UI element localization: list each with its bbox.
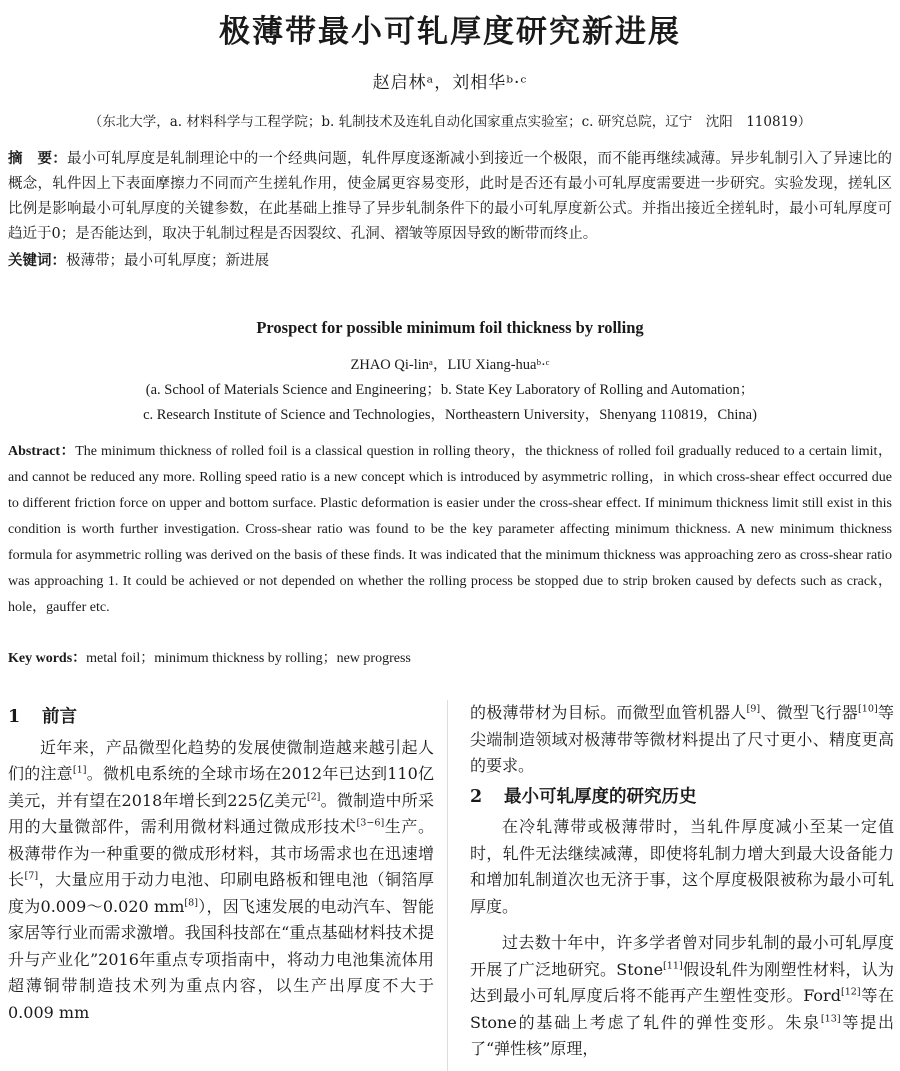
section-2-paragraph-2 <box>470 930 894 1063</box>
section-2-number: 2 <box>470 786 483 807</box>
body-column-left <box>8 700 434 1026</box>
section-1-paragraph <box>8 735 434 1027</box>
text-run: 。微机电系统的全球市场在2012年已达到110亿美元，并有望在2018年增长到225亿美元 <box>8 764 434 810</box>
author-line: 赵启林ᵃ，刘相华ᵇ·ᶜ <box>372 73 528 93</box>
citation: [9] <box>746 703 761 715</box>
citation: [3−6] <box>356 817 385 829</box>
en-keywords-label: Key words： <box>8 651 87 666</box>
text-run: 的极薄带材为目标。而微型血管机器人 <box>470 703 747 722</box>
cn-keywords-label: 关键词： <box>8 252 66 269</box>
cn-keywords <box>8 248 892 274</box>
cn-abstract-label: 摘 要： <box>8 150 67 167</box>
section-2-paragraph-1: 在冷轧薄带或极薄带时，当轧件厚度减小至某一定值时，轧件无法继续减薄，即使将轧制力增大到最大设备能力和增加轧制道次也无济于事，这个厚度极限被称为最小可轧厚度。 <box>470 817 894 916</box>
text-run: ，大量应用于动力电池、印刷电路板和锂电池（铜箔厚度为0.009～0.020 mm <box>8 870 434 916</box>
citation: [1] <box>72 764 87 776</box>
affiliation-line: （东北大学，a. 材料科学与工程学院；b. 轧制技术及连轧自动化国家重点实验室；c. 研究总院，辽宁 沈阳 110819） <box>88 114 812 130</box>
text-run: 过去数十年中，许多学者曾对同步轧制的最小可轧厚度开展了广泛地研究。Stone <box>470 933 894 979</box>
section-1-title: 前言 <box>42 707 77 727</box>
en-affiliation <box>0 378 900 428</box>
cn-keywords-text: 极薄带；最小可轧厚度；新进展 <box>66 253 269 269</box>
citation: [12] <box>840 986 861 998</box>
text-run: 假设轧件为刚塑性材料，认为达到最小可轧厚度后将不能再产生塑性变形。Ford <box>470 959 894 1005</box>
en-abstract <box>8 439 892 621</box>
en-affiliation-line-2: c. Research Institute of Science and Technologies，Northeastern University，Shenyang 110819，China) <box>143 407 757 423</box>
section-1-number: 1 <box>8 707 21 727</box>
column-divider <box>447 700 448 1071</box>
en-abstract-text: The minimum thickness of rolled foil is a classical question in rolling theory，the thickness of rolled foil gradually reduced to a certain limit，and cannot be reduced any more. Rolling speed ratio is a new concept which is introduced by asymmetric rolling，in which cross-shear effect occurred due to different friction force on upper and bottom surface. Plastic deformation is easier under the cross-shear effect. If minimum thickness limit still exist in this condition is worth further investigation. Cross-shear ratio was found to be the key parameter affecting minimum thickness. A new minimum thickness formula for asymmetric rolling was derived on the basis of these finds. It was indicated that the minimum thickness was approaching zero as cross-shear ratio was approaching 1. It could be achieved or not depended on whether the rolling process be stopped due to strip broken caused by defects such as crack，hole，gauffer etc. <box>8 444 892 615</box>
section-1-heading <box>8 704 434 731</box>
text-run: 近年来，产品微型化趋势的发展使微制造越来越引起人们的注意 <box>8 737 434 783</box>
citation: [10] <box>858 703 878 715</box>
cn-abstract <box>8 146 892 247</box>
paper-title: 极薄带最小可轧厚度研究新进展 <box>219 14 681 50</box>
section-2-title: 最小可轧厚度的研究历史 <box>504 786 697 807</box>
en-keywords-text: metal foil；minimum thickness by rolling；new progress <box>86 651 411 666</box>
cn-abstract-text: 最小可轧厚度是轧制理论中的一个经典问题，轧件厚度逐渐减小到接近一个极限，而不能再继续减薄。异步轧制引入了异速比的概念，轧件因上下表面摩擦力不同而产生搓轧作用，使金属更容易变形，此时是否还有最小可轧厚度需要进一步研究。实验发现，搓轧区比例是影响最小可轧厚度的关键参数，在此基础上推导了异步轧制条件下的最小可轧厚度新公式。并指出接近全搓轧时，最小可轧厚度可趋近于0；是否能达到，取决于轧制过程是否因裂纹、孔洞、褶皱等原因导致的断带而终止。 <box>8 151 892 242</box>
text-run: 。微制造中所采用的大量微部件，需利用微材料通过微成形技术 <box>8 790 434 836</box>
text-run: 等在Stone的基础上考虑了轧件的弹性变形。朱泉 <box>470 986 894 1032</box>
body-column-right <box>470 700 894 1063</box>
citation: [2] <box>306 791 321 803</box>
text-run: ），因飞速发展的电动汽车、智能家居等行业而需求激增。我国科技部在“重点基础材料技术提升与产业化”2016年重点专项指南中，将动力电池集流体用超薄铜带制造技术列为重点内容，以生产出厚度不大于0.009 mm <box>8 896 434 1022</box>
en-author-line: ZHAO Qi-linᵃ，LIU Xiang-huaᵇ·ᶜ <box>350 357 550 373</box>
continued-paragraph <box>470 700 894 780</box>
citation: [8] <box>184 897 198 909</box>
citation: [13] <box>820 1013 841 1025</box>
text-run: 等提出了“弹性核”原理， <box>470 1012 894 1058</box>
en-abstract-label: Abstract： <box>8 444 76 459</box>
text-run: 、微型飞行器 <box>760 703 858 722</box>
text-run: 生产。极薄带作为一种重要的微成形材料，其市场需求也在迅速增长 <box>8 817 434 889</box>
text-run: 等尖端制造领域对极薄带等微材料提出了尺寸更小、精度更高的要求。 <box>470 703 894 775</box>
citation: [7] <box>24 870 39 882</box>
en-affiliation-line-1: (a. School of Materials Science and Engineering；b. State Key Laboratory of Rolling and Automation； <box>145 382 755 398</box>
section-2-heading <box>470 784 894 811</box>
en-title: Prospect for possible minimum foil thickness by rolling <box>256 318 644 337</box>
en-keywords <box>8 647 892 667</box>
citation: [11] <box>663 960 683 972</box>
